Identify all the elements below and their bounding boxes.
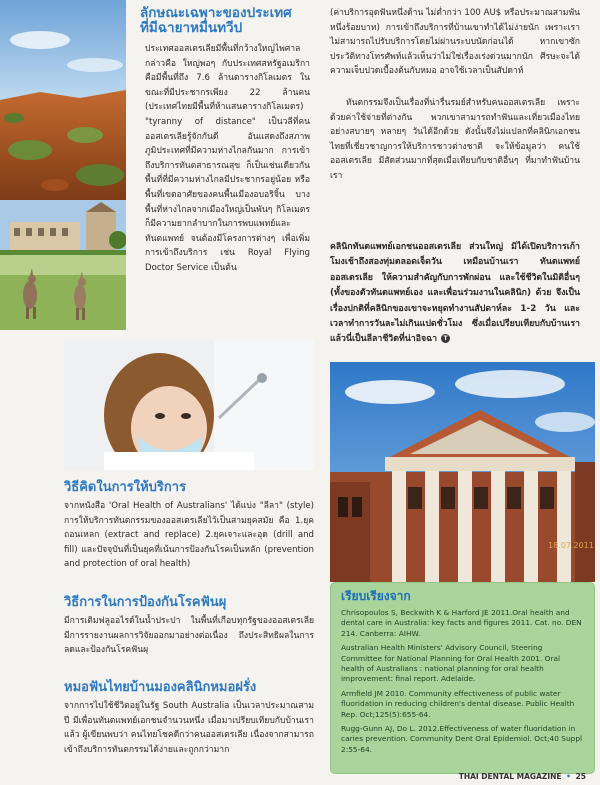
- section4-body: จากการไปใช้ชีวิตอยู่ในรัฐ South Australia เป็นเวลาประมาณสามปี มีเพื่อนทันตแพทย์เอกชนจำนวนหนึ่ง เมื่อมาเปรียบเทียบกับบ้านเราแล้ว ผู้เขียนพบว่า คนไทยโชคดีกว่าคนออสเตรเลีย เนื่องจากสามารถเข้าถึงบริการทันตกรรมได้ง่ายและถูกกว่ามาก: [64, 701, 314, 755]
- article-end-icon: T: [441, 334, 450, 343]
- university-building-photo: [330, 362, 595, 582]
- right-col-para3: [330, 240, 580, 348]
- kangaroos-photo: [0, 255, 126, 330]
- outback-landscape-photo: [0, 0, 126, 200]
- reference-item: Australian Health Ministers' Advisory Council, Steering Committee for National Planning for Oral Health 2001. Oral health of Australians : national planning for oral health improvement: final report. Adelaide.: [341, 643, 561, 684]
- reference-item: Chrisopoulos S, Beckwith K & Harford JE 2011.Oral health and dental care in Australia: key facts and figures 2011. Cat. no. DEN 214. Canberra: AIHW.: [341, 608, 582, 638]
- section1-body: ประเทศออสเตรเลียมีพื้นที่กว้างใหญ่ไพศาล กล่าวคือ ใหญ่พอๆ กับประเทศสหรัฐอเมริกา คือมีพื้นที่ถึง 7.6 ล้านตารางกิโลเมตร ในขณะที่มีประชากรเพียง 22 ล้านคน (ประเทศไทยมีพื้นที่ห้าแสนตารางกิโลเมตร) "tyranny of distance" เป็นวลีที่คนออสเตรเลียรู้จักกันดี อันแสดงถึงสภาพภูมิประเทศที่มีความห่างไกลกันมาก การเข้าถึงบริการทันตสาธารณสุข ก็เป็นเช่นเดียวกัน พื้นที่ที่มีความห่างไกลมีประชากรอยู่น้อย หรือพื้นที่เขตอาศัยของคนพื้นเมืองอบอริจิ้น บางพื้นที่ห่างไกลจากเมืองใหญ่เป็นพันๆ กิโลเมตร ก็มีความยากลำบากในการพบแพทย์และทันตแพทย์ จนต้องมีโครงการต่างๆ เพื่อเพิ่มการเข้าถึงบริการ เช่น Royal Flying Doctor Service เป็นต้น: [145, 44, 310, 273]
- reference-item: Rugg-Gunn AJ, Do L. 2012.Effectiveness of water fluoridation in caries prevention. Community Dent Oral Epidemiol. Oct;40 Suppl 2:55-64.: [341, 724, 583, 754]
- section2-body: จากหนังสือ 'Oral Health of Australians' ได้แบ่ง "ลีลา" (style) การให้บริการทันตกรรมของออสเตรเลียไว้เป็นสามยุคสมัย คือ 1.ยุคถอนเหลก (extract and replace) 2.ยุคเจาะและอุด (drill and fill) และปัจจุบันที่เป็นยุคที่เน้นการป้องกันโรคเป็นหลัก (prevention and protection of oral health): [64, 501, 314, 570]
- reference-item: Armfield JM 2010. Community effectiveness of public water fluoridation in reducing children's dental disease. Public Health Rep. Oct;125(5):655-64.: [341, 688, 575, 719]
- right-col-para1: (ค่าบริการอุดฟันหนึ่งด้าน ไม่ต่ำกว่า 100 AU$ หรือประมาณสามพันหนึ่งร้อยบาท) การเข้าถึงบริการที่บ้านเขาทำได้ไม่ง่ายนัก เพราะเราไม่สามารถไปรับบริการโดยไม่ผ่านระบบนัดก่อนได้ หากเขาซักประวัติทางโทรศัพท์แล้วเห็นว่าไม่ใช่เรื่องเร่งด่วนมากนัก ศีรษะจะได้ความเจ็บปวดเบื้องต้นกับหมอ อาจใช้เวลาเป็นสัปดาห์: [330, 8, 580, 77]
- dentist-photo: [64, 340, 314, 470]
- footer-bullet: •: [566, 772, 571, 781]
- section3-body: มีการเติมฟลูออไรด์ในน้ำประปา ในพื้นที่เกือบทุกรัฐของออสเตรเลีย มีการรายงานผลการวิจัยออกมาอย่างต่อเนื่อง ถึงประสิทธิผลในการลดและป้องกันโรคฟันผุ: [64, 616, 314, 656]
- city-buildings-photo: [0, 200, 126, 255]
- section1-heading: [140, 6, 310, 36]
- magazine-name: THAI DENTAL MAGAZINE: [458, 772, 562, 781]
- section1-heading-line1: ลักษณะเฉพาะของประเทศ: [140, 5, 292, 21]
- section4-heading: หมอฟันไทยบ้านมองคลินิกหมอฝรั่ง: [64, 680, 257, 695]
- page-number: 25: [575, 772, 586, 781]
- right-col-para2: ทันตกรรมจึงเป็นเรื่องที่น่ารื่นรมย์สำหรับคนออสเตรเลีย เพราะด้วยค่าใช้จ่ายที่ต่างกัน พวกเขาสามารถทำฟันและเที่ยวเมืองไทยอย่างสบายๆ หลายๆ วันได้อีกด้วย ดังนั้นจึงไม่แปลกที่คลินิกเอกชนไทยที่เชี่ยวชาญการให้บริการชาวต่างชาติ จะให้ข้อมูลว่า คนใช้ออสเตรเลีย มีสัดส่วนมากที่สุดเมื่อเทียบกับชาติอื่นๆ ที่มาทำฟันบ้านเรา: [330, 98, 580, 181]
- page-footer: [459, 772, 586, 782]
- references-box: [330, 582, 595, 774]
- right-col-para3-text: คลินิกทันตแพทย์เอกชนออสเตรเลีย ส่วนใหญ่ มิได้เปิดบริการเก้าโมงเช้าถึงสองทุ่มตลอดเจ็ดวัน เหมือนบ้านเรา ทันตแพทย์ออสเตรเลีย ให้ความสำคัญกับการพักผ่อน และใช้ชีวิตในมิติอื่นๆ (ทั้งของตัวทันตแพทย์เอง และเพื่อนร่วมงานในคลินิก) ด้วย จึงเป็นเรื่องปกติที่คลินิกของเขาจะหยุดทำงานสัปดาห์ละ 1-2 วัน และเวลาทำการวันละไม่เกินแปดชั่วโมง ซึ่งเมื่อเปรียบเทียบกับบ้านเราแล้วนี่เป็นลีลาชีวิตที่น่าอิจฉา: [330, 242, 580, 345]
- section1-heading-line2: ที่มีฉายาหมื่นทวีป: [140, 20, 243, 36]
- photo-date-stamp: 18.07.2011: [548, 541, 594, 550]
- section3-heading: วิธีการในการป้องกันโรคฟันผุ: [64, 595, 227, 610]
- section2-heading: วิธีคิดในการให้บริการ: [64, 480, 187, 495]
- references-heading: เรียบเรียงจาก: [341, 589, 411, 603]
